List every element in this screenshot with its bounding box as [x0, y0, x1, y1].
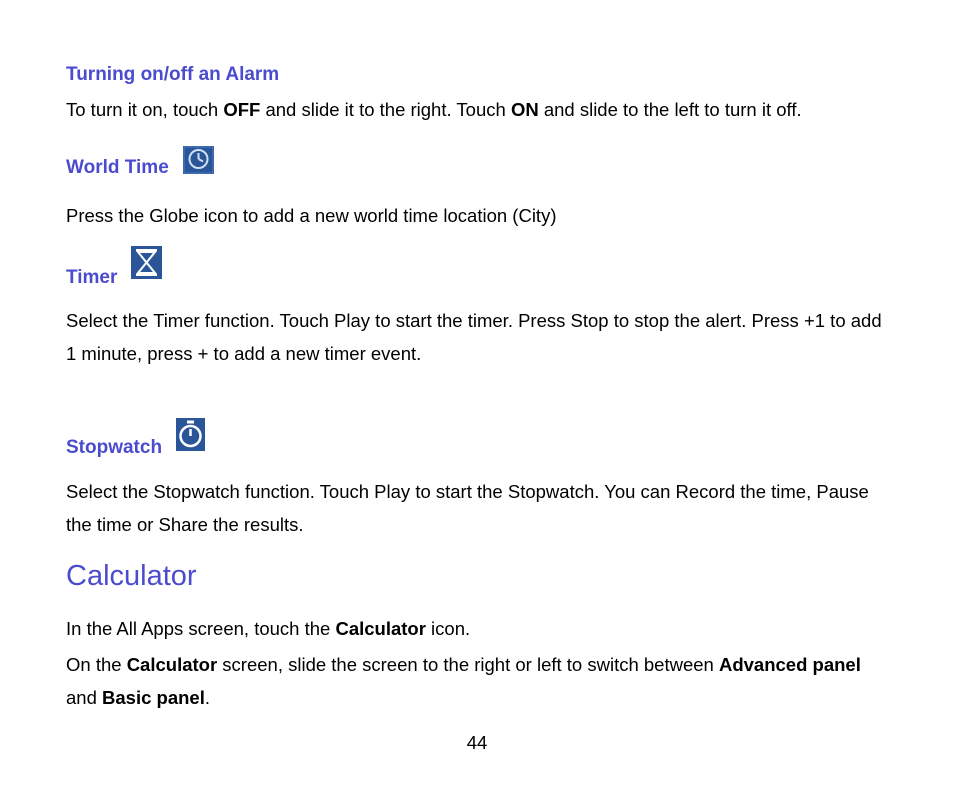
page-number: 44 — [466, 732, 488, 753]
calculator-paragraph-1: In the All Apps screen, touch the Calculator icon. — [66, 618, 471, 639]
hourglass-icon — [131, 246, 162, 285]
clock-icon — [183, 146, 214, 180]
timer-paragraph: Select the Timer function. Touch Play to start the timer. Press Stop to stop the alert. Press +1 to add 1 minute, press + to add a new timer event. — [66, 310, 882, 364]
stopwatch-paragraph: Select the Stopwatch function. Touch Play to start the Stopwatch. You can Record the time, Pause the time or Share the results. — [66, 481, 869, 535]
timer-heading: Timer — [66, 246, 888, 289]
alarm-heading: Turning on/off an Alarm — [66, 64, 280, 85]
calculator-paragraph-2: On the Calculator screen, slide the screen to the right or left to switch between Advanced panel and Basic panel. — [66, 654, 861, 708]
world-time-paragraph: Press the Globe icon to add a new world time location (City) — [66, 205, 557, 226]
calculator-heading: Calculator — [66, 560, 197, 592]
alarm-paragraph: To turn it on, touch OFF and slide it to the right. Touch ON and slide to the left to turn it off. — [66, 99, 802, 120]
stopwatch-icon — [176, 418, 205, 457]
world-time-heading: World Time — [66, 146, 888, 179]
stopwatch-heading: Stopwatch — [66, 418, 888, 459]
